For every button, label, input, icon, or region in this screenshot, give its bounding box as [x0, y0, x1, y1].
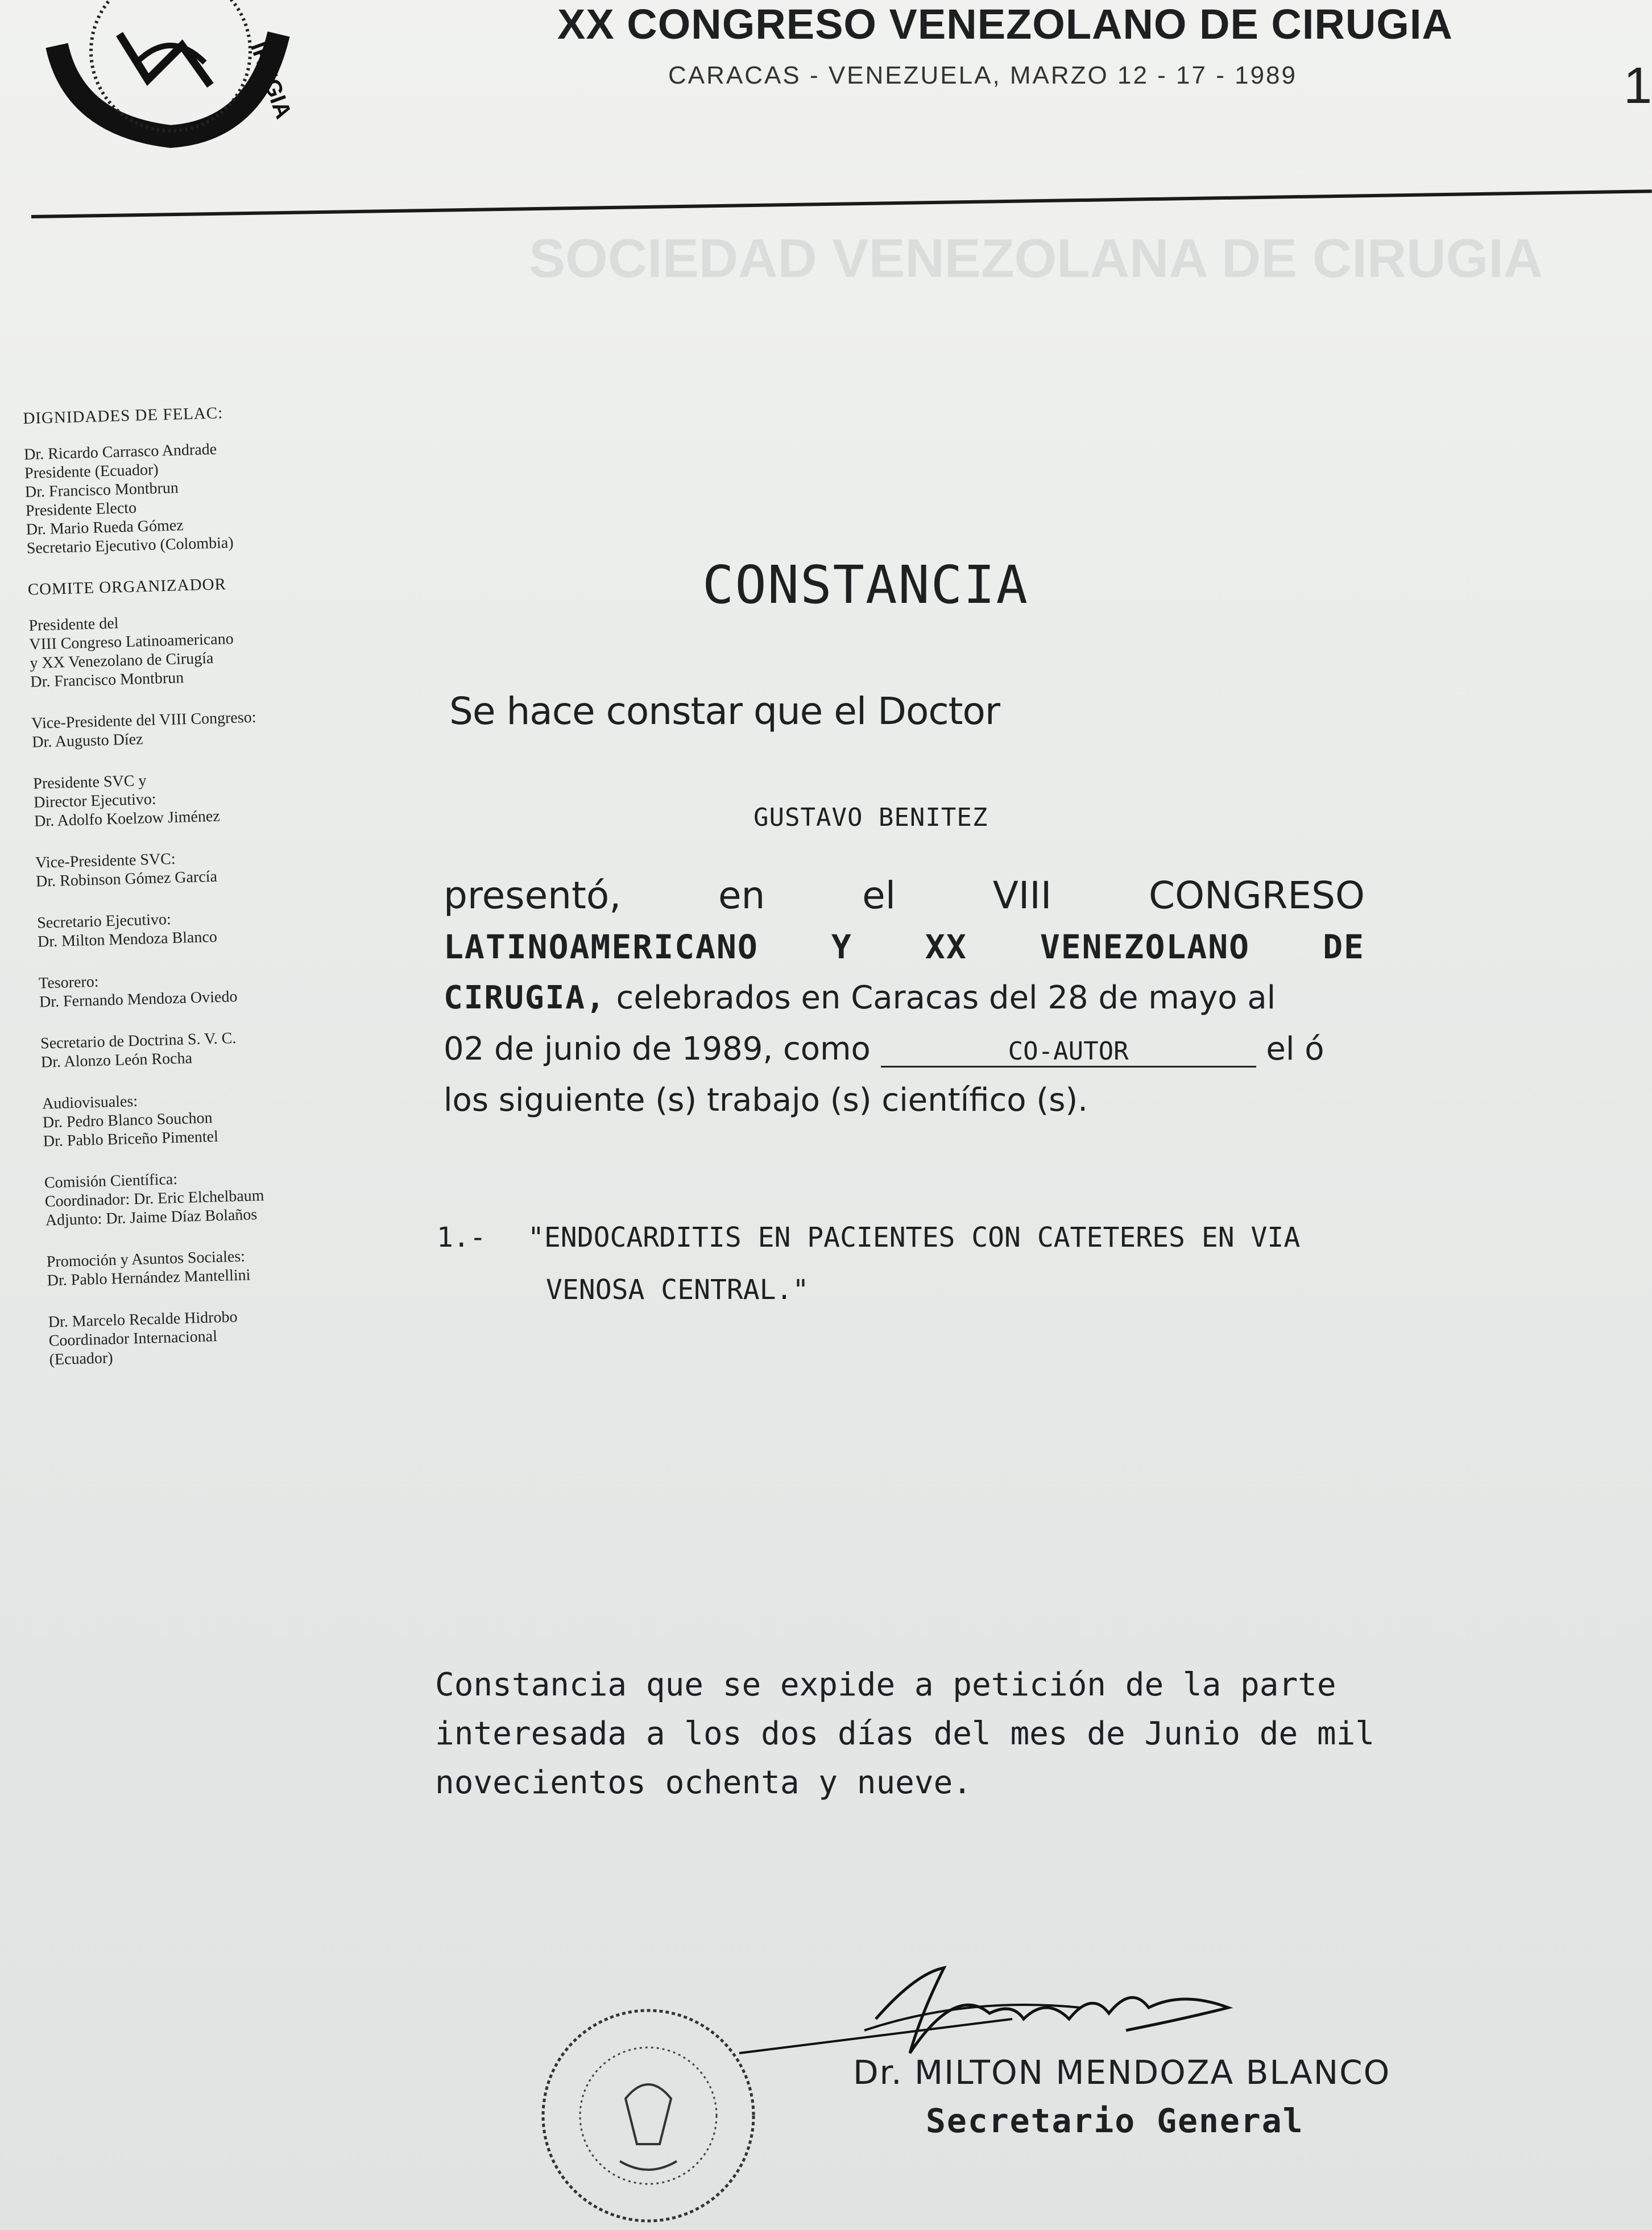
sidebar-group [27, 569, 426, 599]
closing-line-1: Constancia que se expide a petición de la parte [435, 1666, 1336, 1703]
body-word: DE [1323, 928, 1365, 966]
body-word: VIII [992, 874, 1052, 917]
society-logo [51, 11, 296, 148]
signer-title: Secretario General [926, 2101, 1304, 2140]
sidebar-line: Presidente Electo [25, 499, 137, 520]
body-line-2 [444, 921, 1365, 973]
sidebar-line: Dr. Francisco Montbrun [24, 479, 179, 501]
sidebar-line: Dr. Marcelo Recalde Hidrobo [48, 1308, 238, 1331]
sidebar-line: Audiovisuales: [42, 1092, 138, 1113]
body-line-1 [444, 870, 1365, 921]
sidebar-heading: COMITE ORGANIZADOR [27, 575, 227, 599]
header-divider [31, 189, 1652, 218]
body-word: LATINOAMERICANO [444, 928, 759, 966]
sidebar-line: Dr. Mario Rueda Gómez [26, 516, 184, 539]
sidebar-line: Dr. Fernando Mendoza Oviedo [39, 987, 238, 1011]
document-title: CONSTANCIA [702, 555, 1029, 615]
sidebar-group [31, 703, 430, 752]
closing-line-2: interesada a los dos días del mes de Junio de mil [435, 1715, 1375, 1752]
intro-text: Se hace constar que el Doctor [449, 689, 1000, 733]
sidebar-group [48, 1302, 447, 1370]
sidebar-group [23, 398, 421, 428]
certificate-body [444, 870, 1365, 1126]
work-item [437, 1211, 1403, 1316]
sidebar-group [40, 1023, 440, 1072]
sidebar-line: Tesorero: [38, 973, 99, 992]
sidebar-line: Comisión Científica: [44, 1170, 178, 1192]
sidebar-line: Vice-Presidente del VIII Congreso: [31, 708, 256, 733]
sidebar-group [37, 903, 436, 951]
work-item-number: 1.- [437, 1222, 486, 1253]
body-word: XX [925, 928, 967, 966]
closing-line-3: novecientos ochenta y nueve. [435, 1764, 972, 1801]
sidebar-line: Dr. Francisco Montbrun [30, 669, 184, 691]
closing-paragraph [435, 1661, 1402, 1807]
sidebar-group [46, 1242, 445, 1290]
sidebar-line: Coordinador: Dr. Eric Elchelbaum [44, 1186, 264, 1211]
sidebar-line: Coordinador Internacional [48, 1327, 218, 1350]
society-stamp [529, 2002, 768, 2229]
sidebar-line: (Ecuador) [49, 1349, 113, 1369]
sidebar-line: Dr. Robinson Gómez García [35, 867, 218, 891]
sidebar-line: Secretario Ejecutivo: [36, 911, 172, 932]
handwritten-signature [728, 1951, 1262, 2064]
sidebar-line: Presidente (Ecuador) [24, 461, 159, 482]
body-word: CONGRESO [1149, 874, 1365, 917]
congress-location-date: CARACAS - VENEZUELA, MARZO 12 - 17 - 1989 [668, 61, 1297, 89]
sidebar-line: y XX Venezolano de Cirugía [30, 649, 214, 672]
body-line-5: los siguiente (s) trabajo (s) científico (s). [444, 1082, 1088, 1119]
sidebar-line: Promoción y Asuntos Sociales: [46, 1247, 246, 1271]
body-word: el [862, 874, 896, 917]
doctor-name: GUSTAVO BENITEZ [753, 803, 988, 832]
congress-title: XX CONGRESO VENEZOLANO DE CIRUGIA [557, 1, 1453, 48]
sidebar-group [35, 842, 434, 891]
sidebar-line: Director Ejecutivo: [33, 790, 157, 812]
sidebar-group [39, 963, 438, 1012]
sidebar-line: Dr. Pedro Blanco Souchon [42, 1109, 213, 1132]
body-word: presentó, [444, 874, 622, 917]
role-field: CO-AUTOR [881, 1037, 1256, 1068]
committee-sidebar [23, 398, 448, 1392]
sidebar-line: Dr. Adolfo Koelzow Jiménez [34, 807, 221, 830]
sidebar-heading: DIGNIDADES DE FELAC: [23, 404, 223, 428]
sidebar-line: Secretario de Doctrina S. V. C. [40, 1029, 237, 1053]
sidebar-line: Adjunto: Dr. Jaime Díaz Bolaños [45, 1206, 258, 1230]
sidebar-line: Secretario Ejecutivo (Colombia) [26, 533, 234, 557]
body-line-3 [444, 973, 1365, 1024]
work-item-title-2: VENOSA CENTRAL." [546, 1274, 809, 1306]
sidebar-line: Dr. Pablo Hernández Mantellini [47, 1266, 251, 1290]
watermark-heading: SOCIEDAD VENEZOLANA DE CIRUGIA [529, 228, 1543, 289]
page-number: 1 [1624, 57, 1652, 114]
work-item-title-1: "ENDOCARDITIS EN PACIENTES CON CATETERES EN VIA [528, 1222, 1301, 1253]
sidebar-line: Dr. Ricardo Carrasco Andrade [23, 440, 217, 464]
sidebar-line: Vice-Presidente SVC: [35, 850, 176, 872]
body-word: en [718, 874, 765, 917]
sidebar-group [28, 605, 428, 691]
sidebar-line: VIII Congreso Latinoamericano [29, 630, 234, 653]
body-word: Y [831, 928, 852, 966]
body-word: VENEZOLANO [1040, 928, 1251, 966]
sidebar-line: Dr. Augusto Díez [31, 730, 143, 751]
sidebar-line: Presidente SVC y [32, 772, 147, 793]
sidebar-line: Presidente del [28, 614, 119, 635]
sidebar-line: Dr. Alonzo León Rocha [40, 1049, 193, 1071]
svg-text:IRUGIA: IRUGIA [245, 39, 296, 122]
sidebar-group [42, 1083, 441, 1151]
sidebar-group [24, 434, 425, 557]
body-cirugia: CIRUGIA, [444, 979, 606, 1016]
body-line-3-rest: celebrados en Caracas del 28 de mayo al [606, 979, 1276, 1016]
sidebar-line: Dr. Pablo Briceño Pimentel [43, 1127, 219, 1151]
body-line-4-end: el ó [1256, 1031, 1324, 1068]
sidebar-line: Dr. Milton Mendoza Blanco [37, 928, 218, 951]
body-line-4-start: 02 de junio de 1989, como [444, 1031, 881, 1068]
signer-name: Dr. MILTON MENDOZA BLANCO [853, 2053, 1391, 2092]
sidebar-group [33, 763, 432, 831]
sidebar-group [44, 1162, 444, 1230]
body-line-4 [444, 1024, 1365, 1075]
